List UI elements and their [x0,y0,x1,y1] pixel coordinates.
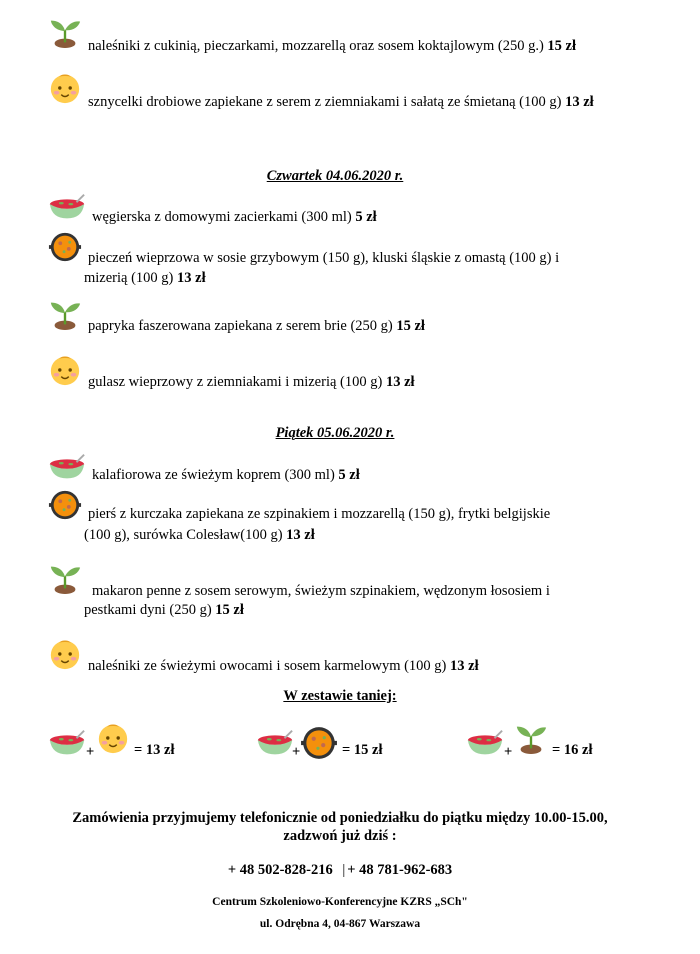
menu-item-text: naleśniki z cukinią, pieczarkami, mozzarellą oraz sosem koktajlowym (250 g.) 15 zł [88,38,576,54]
order-info-line2: zadzwoń już dziś : [283,828,397,844]
soup-icon [48,452,86,482]
baby-icon [48,636,82,672]
menu-item-text: gulasz wieprzowy z ziemniakami i mizerią (100 g) 13 zł [88,374,415,390]
phone-numbers [0,862,680,879]
order-info-line1: Zamówienia przyjmujemy telefonicznie od poniedziałku do piątku między 10.00-15.00, [72,810,608,826]
menu-item-text-line2: mizerią (100 g) 13 zł [84,270,206,286]
phone-1[interactable]: + 48 502-828-216 [227,862,333,878]
menu-item [48,560,630,620]
baby-icon [96,720,130,756]
combo-price: = 15 zł [342,742,383,758]
baby-icon [48,70,82,106]
menu-item [48,452,630,486]
menu-item-text: węgierska z domowymi zacierkami (300 ml) 5 zł [92,209,377,225]
seedling-icon [48,14,82,50]
seedling-icon [48,560,82,596]
menu-item [48,296,630,336]
menu-item-text-line1: makaron penne z sosem serowym, świeżym szpinakiem, wędzonym łososiem i [92,583,550,599]
menu-item-text-line1: pierś z kurczaka zapiekana ze szpinakiem i mozzarellą (150 g), frytki belgijskie [88,506,551,522]
menu-item-text-line2: pestkami dyni (250 g) 15 zł [84,602,244,618]
menu-item [48,488,630,544]
menu-item [48,636,630,676]
day-title-thursday: Czwartek 04.06.2020 r. [266,168,404,184]
paella-icon [48,488,82,522]
baby-icon [48,352,82,388]
paella-icon [300,724,338,762]
soup-icon [256,728,294,758]
combo-1 [48,720,208,770]
organization-address: ul. Odrębna 4, 04-867 Warszawa [259,918,421,930]
plus-sign: + [292,744,301,760]
soup-icon [48,192,86,222]
combo-2 [256,720,416,770]
soup-icon [466,728,504,758]
phone-separator: | [342,862,346,878]
menu-item [48,352,630,392]
menu-item-text: papryka faszerowana zapiekana z serem brie (250 g) 15 zł [88,318,425,334]
paella-icon [48,230,82,264]
menu-item [48,14,630,54]
seedling-icon [48,296,82,332]
plus-sign: + [504,744,513,760]
menu-item [48,70,630,110]
phone-2[interactable]: + 48 781-962-683 [347,862,453,878]
menu-item-text: sznycelki drobiowe zapiekane z serem z ziemniakami i sałatą ze śmietaną (100 g) 13 zł [88,94,594,110]
plus-sign: + [86,744,95,760]
menu-item [48,192,630,226]
combo-price: = 16 zł [552,742,593,758]
menu-item-text: kalafiorowa ze świeżym koprem (300 ml) 5 zł [92,467,360,483]
menu-item-text-line2: (100 g), surówka Colesław(100 g) 13 zł [84,527,315,543]
day-title-friday: Piątek 05.06.2020 r. [275,425,395,441]
organization-name: Centrum Szkoleniowo-Konferencyjne KZRS „SCh" [212,896,468,908]
combo-price: = 13 zł [134,742,175,758]
seedling-icon [514,720,548,756]
set-title: W zestawie taniej: [283,688,397,704]
menu-item-text: naleśniki ze świeżymi owocami i sosem karmelowym (100 g) 13 zł [88,658,479,674]
soup-icon [48,728,86,758]
menu-item-text-line1: pieczeń wieprzowa w sosie grzybowym (150 g), kluski śląskie z omastą (100 g) i [88,250,560,266]
combo-3 [466,720,626,770]
menu-item [48,230,630,286]
